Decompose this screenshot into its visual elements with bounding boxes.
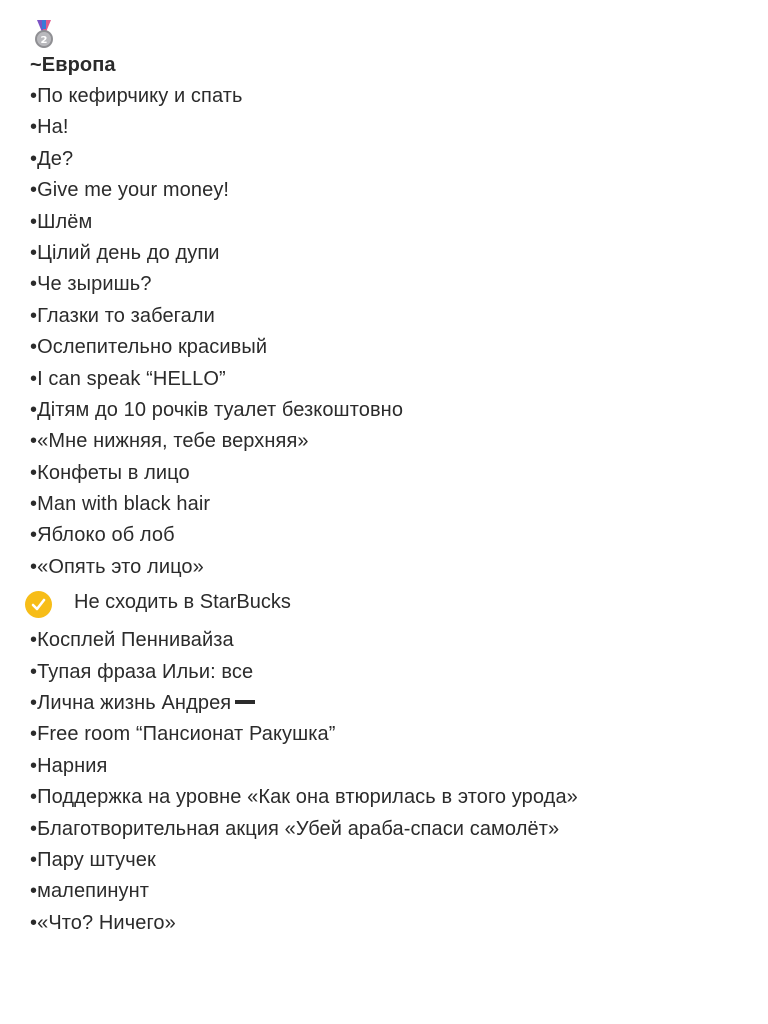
list-item-text: •Лична жизнь Андрея <box>30 692 232 715</box>
list-item <box>30 238 750 269</box>
list-item-text: •I can speak “HELLO” <box>30 367 226 390</box>
list-item <box>30 144 750 175</box>
list-item-text: •На! <box>30 116 69 139</box>
list-item-text: •«Что? Ничего» <box>30 911 176 934</box>
list-item-text: •Благотворительная акция «Убей араба-спаси самолёт» <box>30 817 560 840</box>
list-item <box>30 625 750 656</box>
list-item <box>30 364 750 395</box>
list-item-text: •Give me your money! <box>30 179 230 202</box>
list-item <box>30 751 750 782</box>
checkmark-circle-icon[interactable] <box>25 591 52 618</box>
list-item-text: •По кефирчику и спать <box>30 85 243 107</box>
list-item-text: •Глазки то забегали <box>30 304 215 327</box>
list-item <box>30 269 750 300</box>
list-item-text: •Free room “Пансионат Ракушка” <box>30 723 336 746</box>
list-item-text: •«Мне нижняя, тебе верхняя» <box>30 430 309 453</box>
list-item-text: •Нарния <box>30 754 108 777</box>
list-item <box>30 489 750 520</box>
list-item-text: •Косплей Пеннивайза <box>30 629 234 652</box>
bullet-list-top <box>30 81 750 583</box>
list-item-text: •Ослепительно красивый <box>30 336 268 359</box>
note-heading: ~Европа <box>30 54 116 76</box>
list-item <box>30 520 750 551</box>
list-item <box>30 301 750 332</box>
list-item <box>30 458 750 489</box>
medal-number: 2 <box>40 35 48 46</box>
list-item-text: •«Опять это лицо» <box>30 555 204 578</box>
checklist-item[interactable] <box>30 583 750 625</box>
list-item-text: •Тупая фраза Ильи: все <box>30 660 254 683</box>
list-item <box>30 81 750 112</box>
bullet-list-bottom <box>30 625 750 939</box>
list-item <box>30 845 750 876</box>
list-item <box>30 908 750 939</box>
list-item <box>30 688 750 719</box>
list-item-text: •Шлём <box>30 210 93 233</box>
list-item <box>30 332 750 363</box>
list-item <box>30 657 750 688</box>
list-item-text: •Поддержка на уровне «Как она втюрилась в этого урода» <box>30 786 578 809</box>
heavy-minus-icon <box>235 700 255 704</box>
list-item <box>30 552 750 583</box>
list-item-text: •Яблоко об лоб <box>30 524 175 547</box>
list-item-text: •малепинунт <box>30 880 150 903</box>
list-item <box>30 207 750 238</box>
list-item <box>30 876 750 907</box>
note-body[interactable] <box>30 18 750 939</box>
list-item <box>30 814 750 845</box>
list-item-text: •Пару штучек <box>30 848 156 871</box>
list-item-text: •Man with black hair <box>30 493 211 516</box>
list-item-text: •Дітям до 10 рочків туалет безкоштовно <box>30 398 404 421</box>
list-item-text: •Цілий день до дупи <box>30 241 220 264</box>
list-item <box>30 112 750 143</box>
medal-line <box>30 18 750 50</box>
list-item <box>30 719 750 750</box>
list-item <box>30 175 750 206</box>
list-item <box>30 395 750 426</box>
second-place-medal-icon <box>33 20 55 50</box>
list-item <box>30 426 750 457</box>
checklist-item-label: Не сходить в StarBucks <box>74 591 291 614</box>
list-item <box>30 782 750 813</box>
list-item-text: •Че зыришь? <box>30 273 152 296</box>
list-item-text: •Конфеты в лицо <box>30 461 190 484</box>
list-item-text: •Де? <box>30 147 74 170</box>
